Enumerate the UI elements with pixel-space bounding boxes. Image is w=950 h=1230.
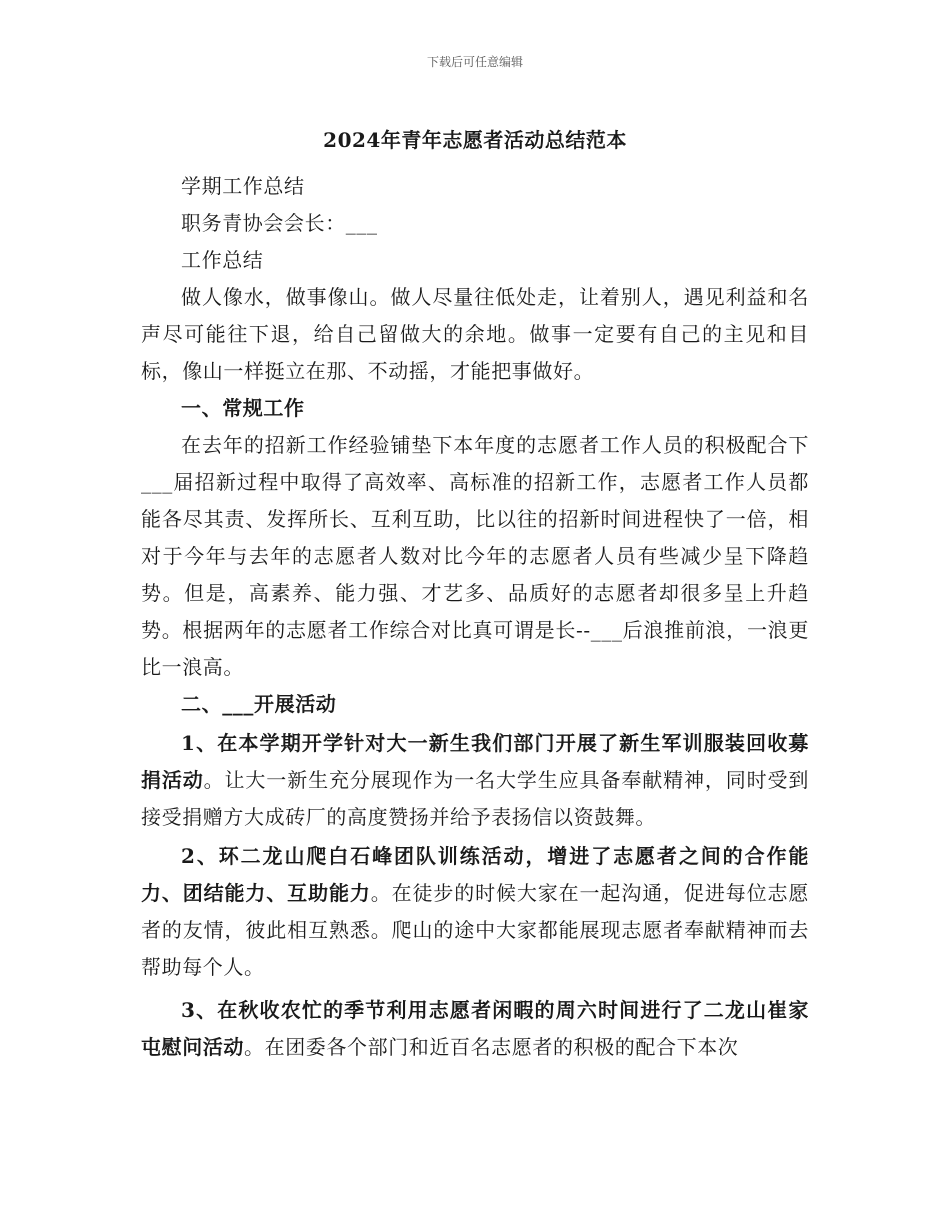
activity-item-3-title: 3、在秋收农忙的季节利用志愿者闲暇的周六时间进行了二龙山崔家屯慰问活动 <box>141 998 809 1059</box>
activity-item-3-text: 。在团委各个部门和近百名志愿者的积极的配合下本次 <box>244 1035 739 1059</box>
intro-paragraph: 做人像水，做事像山。做人尽量往低处走，让着别人，遇见利益和名声尽可能往下退，给自己留做大的余地。做事一定要有自己的主见和目标，像山一样挺立在那、不动摇，才能把事做好。 <box>141 285 809 383</box>
activity-item-2-title: 2、环二龙山爬白石峰团队训练活动，增进了志愿者之间的合作能力、团结能力、互助能力 <box>141 844 809 905</box>
activity-item-2 <box>141 838 809 986</box>
line-semester-summary: 学期工作总结 <box>181 174 305 198</box>
section1-heading: 一、常规工作 <box>181 396 305 420</box>
activity-item-1-title: 1、在本学期开学针对大一新生我们部门开展了新生军训服装回收募捐活动 <box>141 731 809 792</box>
section1-body: 在去年的招新工作经验铺垫下本年度的志愿者工作人员的积极配合下___届招新过程中取得了高效率、高标准的招新工作，志愿者工作人员都能各尽其责、发挥所长、互利互助，比以往的招新时间进程快了一倍，相对于今年与去年的志愿者人数对比今年的志愿者人员有些减少呈下降趋势。但是，高素养、能力强、才艺多、品质好的志愿者却很多呈上升趋势。根据两年的志愿者工作综合对比真可谓是长--___后浪推前浪，一浪更比一浪高。 <box>141 433 809 679</box>
document-body <box>141 168 809 1066</box>
document-title: 2024年青年志愿者活动总结范本 <box>323 128 627 152</box>
header-note: 下载后可任意编辑 <box>426 55 523 69</box>
activity-item-1 <box>141 725 809 836</box>
activity-item-3 <box>141 992 809 1066</box>
section2-heading: 二、___开展活动 <box>181 692 337 716</box>
activity-item-2-text: 。在徒步的时候大家在一起沟通，促进每位志愿者的友情，彼此相互熟悉。爬山的途中大家都能展现志愿者奉献精神而去帮助每个人。 <box>141 881 809 979</box>
line-position: 职务青协会会长：___ <box>181 211 378 235</box>
line-work-summary: 工作总结 <box>181 248 264 272</box>
activity-item-1-text: 。让大一新生充分展现作为一名大学生应具备奉献精神，同时受到接受捐赠方大成砖厂的高度赞扬并给予表扬信以资鼓舞。 <box>141 768 809 829</box>
